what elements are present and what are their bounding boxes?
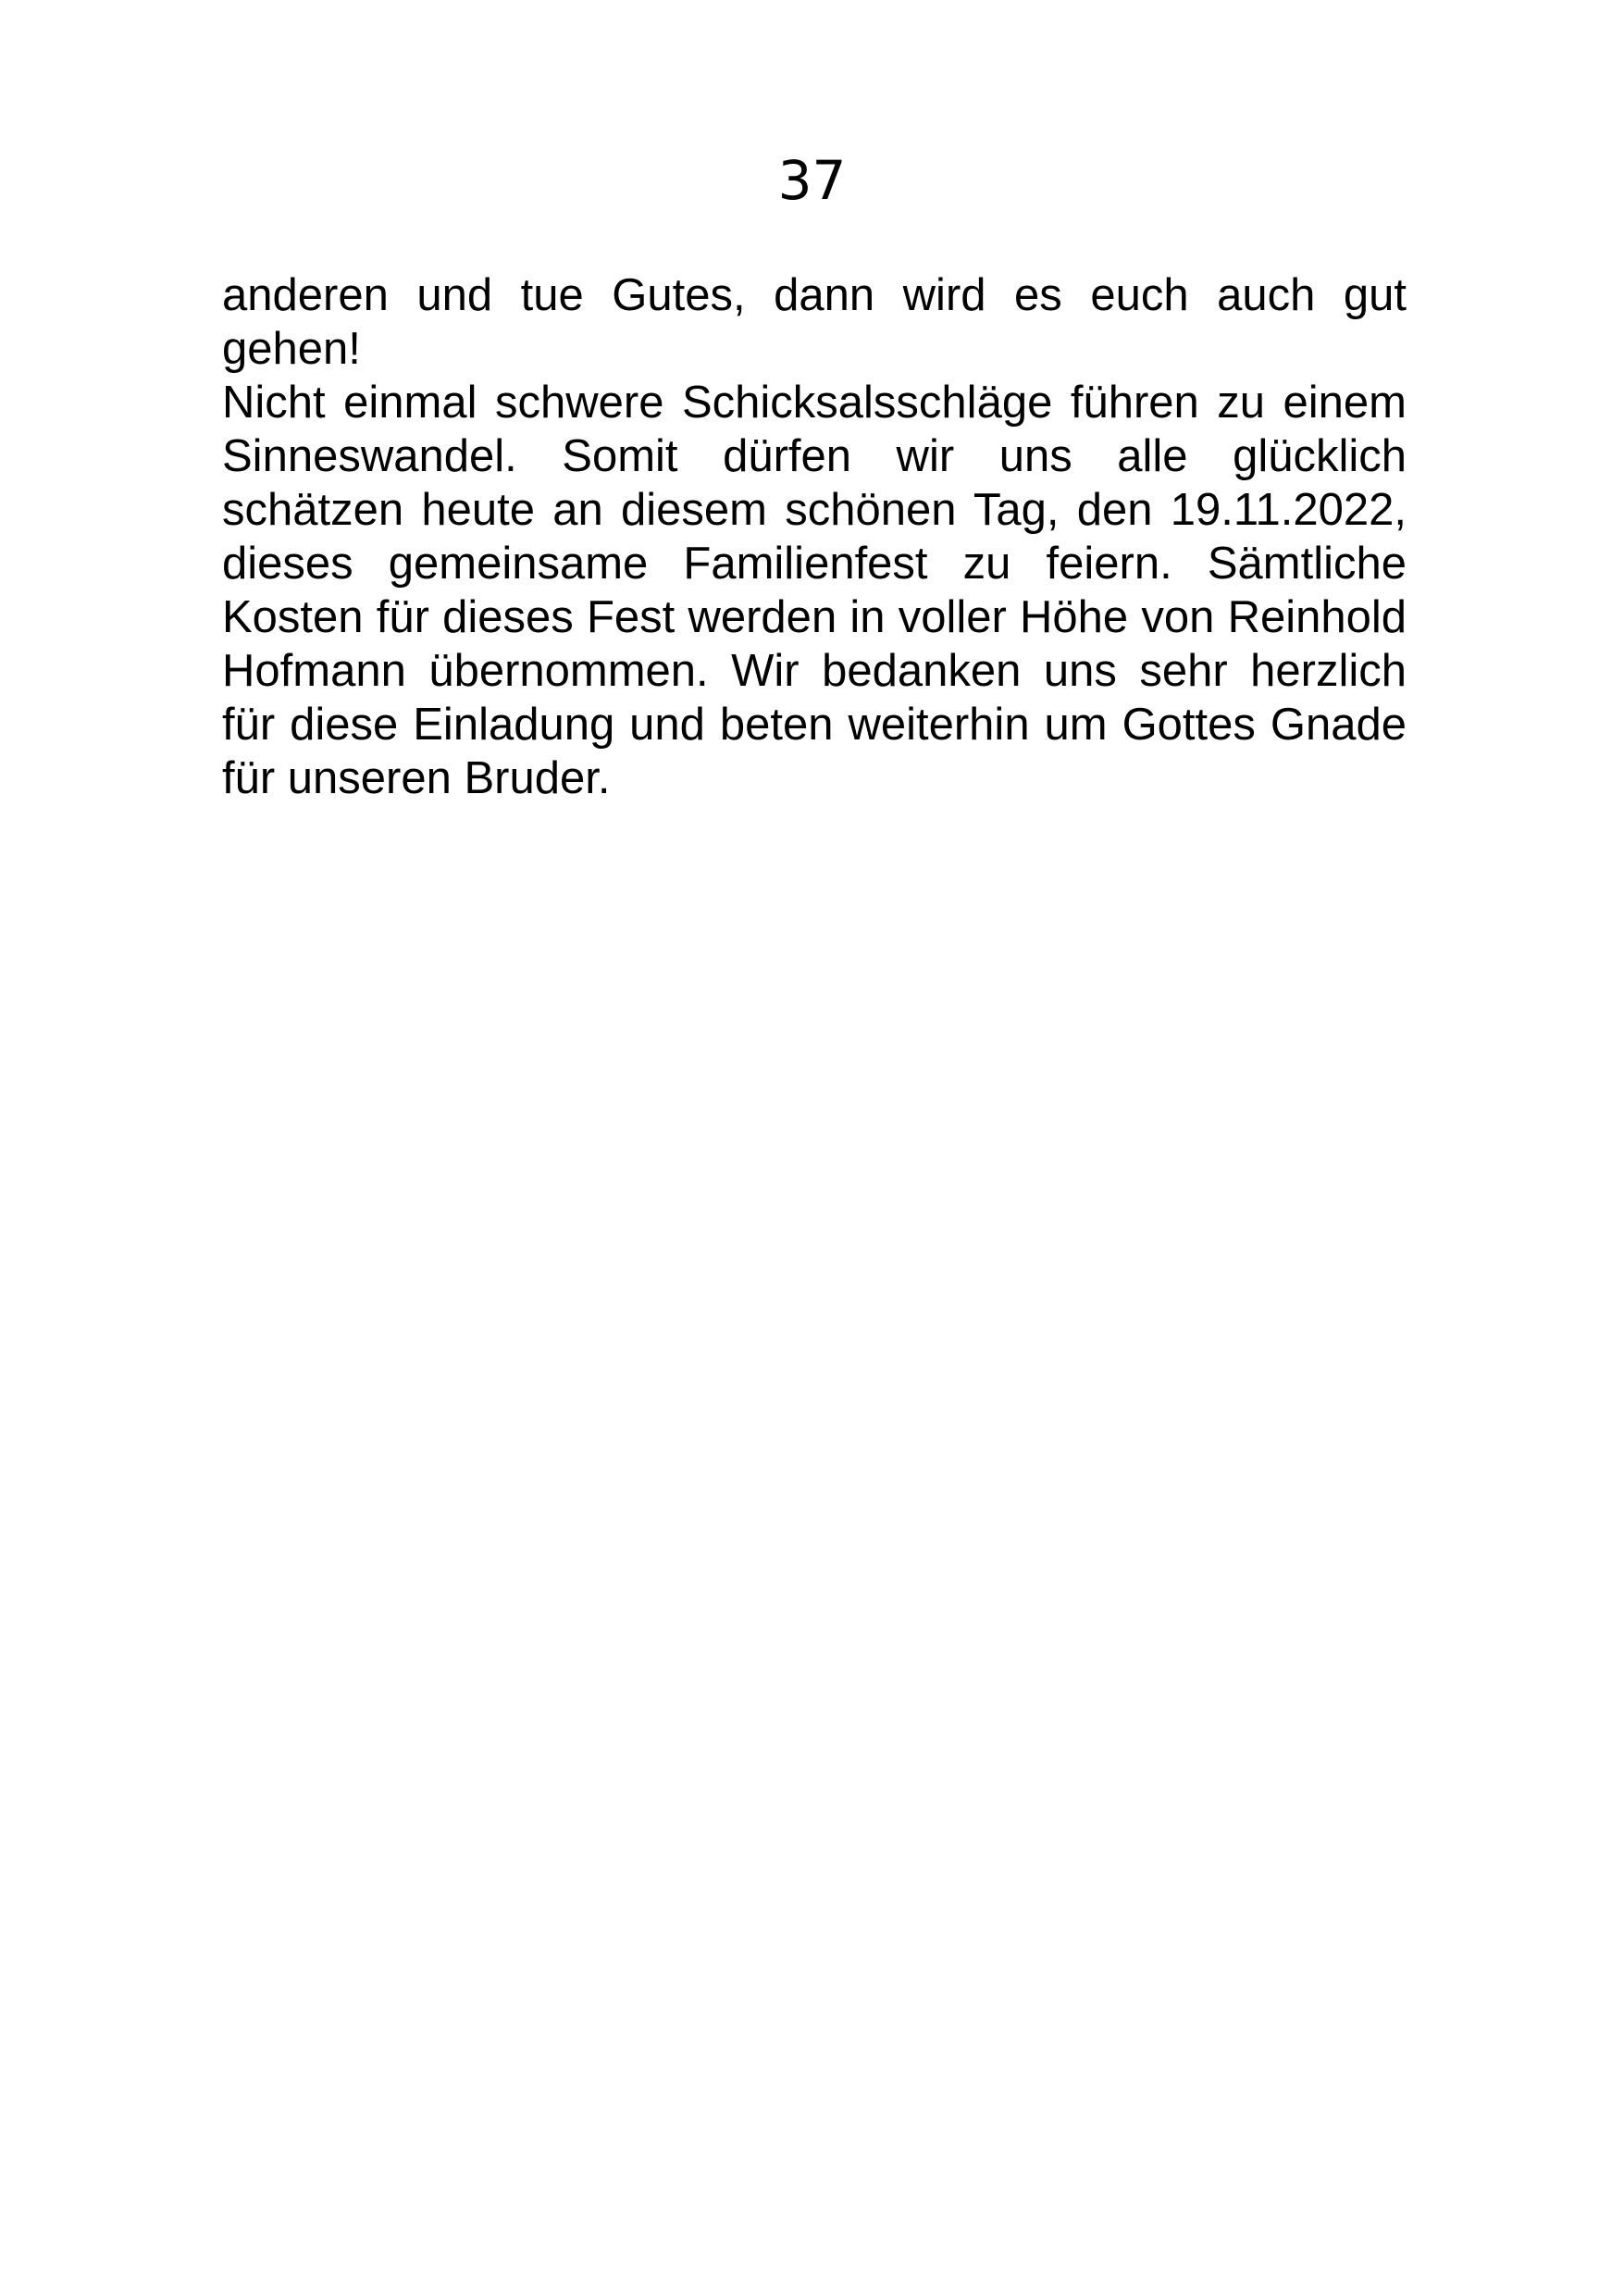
body-text [222,268,1407,805]
text-line: Hofmann übernommen. Wir bedanken uns sehr herzlich [222,646,1407,696]
text-line: schätzen heute an diesem schönen Tag, den 19.11.2022, [222,485,1407,535]
text-line: gehen! [222,324,361,374]
text-line: für diese Einladung und beten weiterhin um Gottes Gnade [222,700,1407,750]
page-number: 37 [777,149,847,212]
text-line: für unseren Bruder. [222,753,611,803]
text-line: dieses gemeinsame Familienfest zu feiern. Sämtliche [222,539,1407,589]
text-line: anderen und tue Gutes, dann wird es euch auch gut [222,270,1407,320]
text-line: Nicht einmal schwere Schicksalsschläge führen zu einem [222,378,1407,428]
text-line: Kosten für dieses Fest werden in voller Höhe von Reinhold [222,592,1407,642]
text-line: Sinneswandel. Somit dürfen wir uns alle glücklich [222,431,1407,481]
